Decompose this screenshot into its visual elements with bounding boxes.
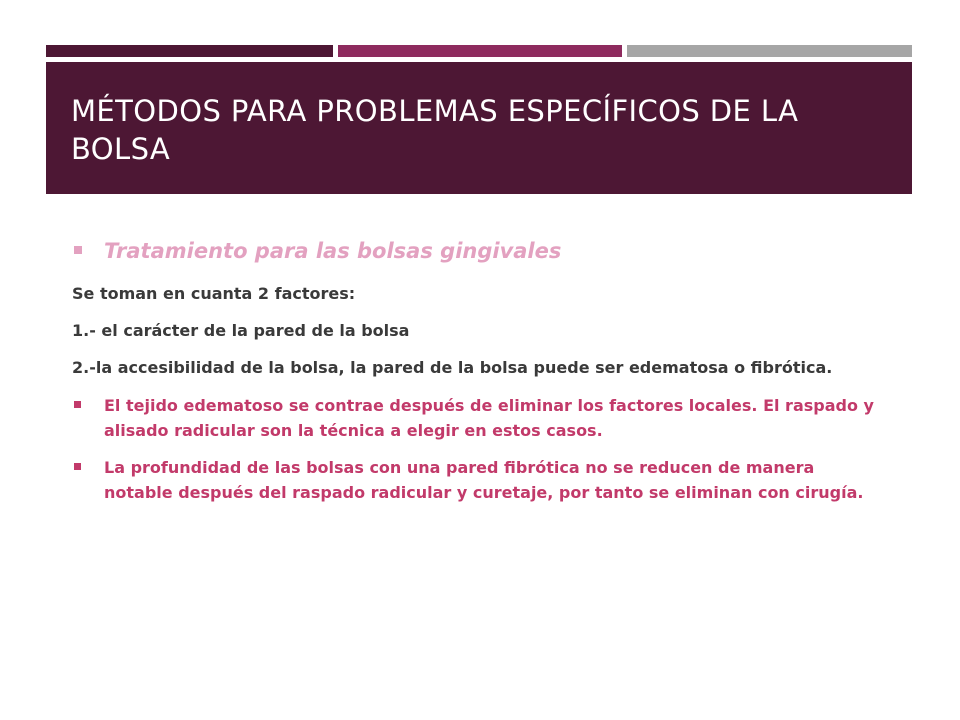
bullet-fibrotic [72,455,892,505]
top-accent-bars [46,45,912,57]
square-bullet-icon [74,246,82,254]
square-bullet-icon [74,401,81,408]
subheading-row [72,236,892,266]
accent-bar-dark [46,45,333,57]
paragraph-factors: Se toman en cuanta 2 factores: [72,284,356,303]
paragraph-factor-1: 1.- el carácter de la pared de la bolsa [72,321,410,340]
accent-bar-gray [627,45,912,57]
slide-content [72,236,892,517]
paragraph-factor-2: 2.-la accesibilidad de la bolsa, la pared de la bolsa puede ser edematosa o fibrótica. [72,358,833,377]
accent-bar-magenta [338,45,622,57]
bullet-text: El tejido edematoso se contrae después de eliminar los factores locales. El raspado y alisado radicular son la técnica a elegir en estos casos. [104,396,874,440]
slide-title: MÉTODOS PARA PROBLEMAS ESPECÍFICOS DE LA BOLSA [71,94,799,166]
subheading-text: Tratamiento para las bolsas gingivales [104,239,562,263]
title-band [46,62,912,194]
square-bullet-icon [74,463,81,470]
bullet-text: La profundidad de las bolsas con una pared fibrótica no se reducen de manera notable después del raspado radicular y curetaje, por tanto se eliminan con cirugía. [104,458,864,502]
bullet-edematous [72,393,892,443]
